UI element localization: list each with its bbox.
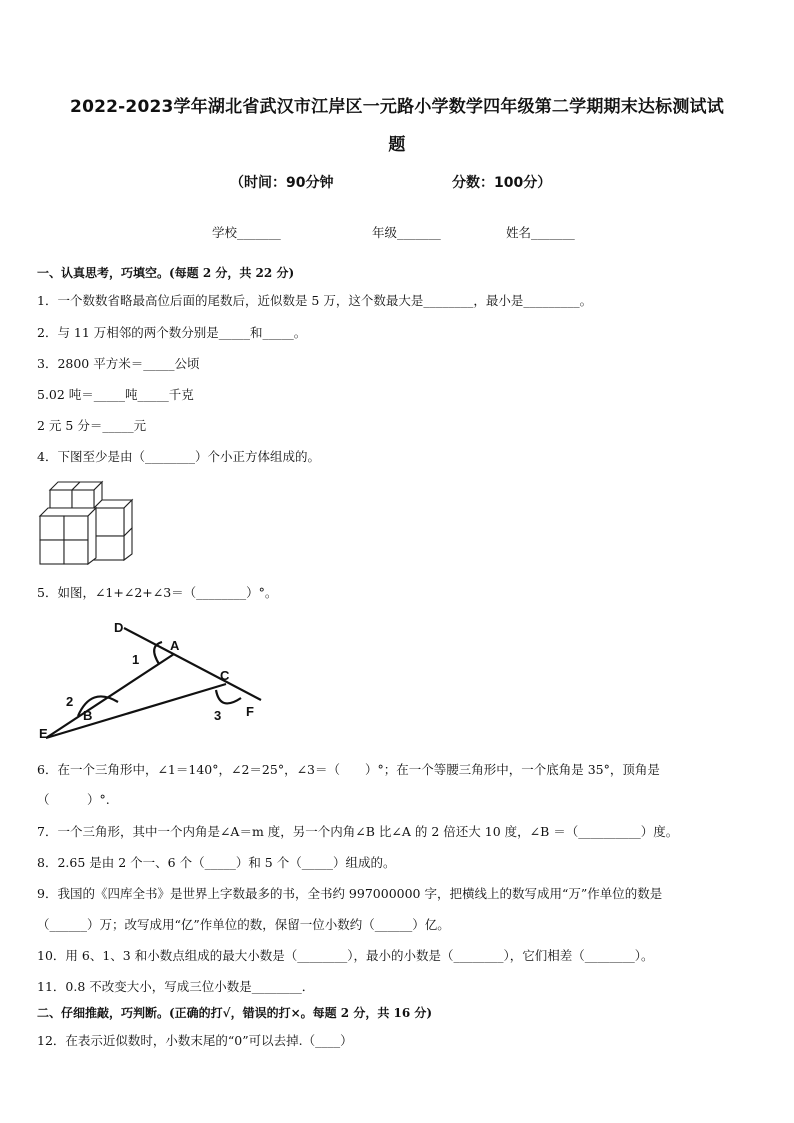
question-9-continued: （______）万；改写成用“亿”作单位的数，保留一位小数约（______）亿。 [37, 917, 450, 932]
cube-front-face [94, 508, 124, 536]
cube-side-face [88, 508, 96, 564]
label-angle-3: 3 [214, 708, 222, 723]
section-1-heading: 一、认真思考，巧填空。(每题 2 分，共 22 分) [37, 266, 295, 280]
question-1: 1．一个数数省略最高位后面的尾数后，近似数是 5 万，这个数最大是________，最小是_________。 [37, 293, 593, 308]
angle-figure [36, 614, 276, 746]
cube-front-face [40, 516, 64, 540]
page-title: 2022-2023学年湖北省武汉市江岸区一元路小学数学四年级第二学期期末达标测试试 [70, 97, 724, 117]
cube-top-face [40, 508, 96, 516]
question-3-part-b: 5.02 吨＝_____吨_____千克 [37, 387, 194, 402]
question-6: 6．在一个三角形中，∠1＝140°，∠2＝25°，∠3＝（ ）°；在一个等腰三角形中，一个底角是 35°，顶角是 [37, 762, 660, 777]
section-2-heading: 二、仔细推敲，巧判断。(正确的打√，错误的打×。每题 2 分，共 16 分) [37, 1006, 433, 1020]
total-score: 分数：100分） [452, 175, 552, 191]
label-b: B [83, 708, 93, 723]
question-2: 2．与 11 万相邻的两个数分别是_____和_____。 [37, 325, 307, 340]
time-limit: （时间：90分钟 [230, 175, 334, 191]
label-angle-1: 1 [132, 652, 140, 667]
question-3: 3．2800 平方米＝_____公顷 [37, 356, 200, 371]
question-7: 7．一个三角形，其中一个内角是∠A＝m 度，另一个内角∠B 比∠A 的 2 倍还大 10 度，∠B ＝（__________）度。 [37, 824, 679, 839]
question-5: 5．如图，∠1+∠2+∠3＝（________）°。 [37, 585, 278, 600]
name-field: 姓名_______ [506, 225, 575, 240]
label-d: D [114, 620, 124, 635]
line-e-c [46, 684, 226, 738]
question-12: 12．在表示近似数时，小数末尾的“0”可以去掉.（____） [37, 1033, 353, 1048]
cube-front-face [40, 540, 64, 564]
question-11: 11．0.8 不改变大小，写成三位小数是________． [37, 979, 315, 994]
grade-field: 年级_______ [372, 225, 441, 240]
question-8: 8．2.65 是由 2 个一、6 个（_____）和 5 个（_____）组成的。 [37, 855, 396, 870]
line-d-f [124, 628, 261, 700]
label-e: E [39, 726, 48, 741]
cube-front-face [64, 516, 88, 540]
angle-3-arc [216, 690, 241, 703]
cube-front-face [72, 490, 94, 508]
label-a: A [170, 638, 180, 653]
label-c: C [220, 668, 230, 683]
question-10: 10．用 6、1、3 和小数点组成的最大小数是（________），最小的小数是（________），它们相差（________）。 [37, 948, 654, 963]
question-4: 4．下图至少是由（________）个小正方体组成的。 [37, 449, 320, 464]
label-angle-2: 2 [66, 694, 74, 709]
cube-front-face [50, 490, 72, 508]
cube-front-face [94, 536, 124, 560]
page-title-continued: 题 [388, 135, 406, 155]
question-6-continued: （ ）°. [37, 792, 110, 807]
cube-front-face [64, 540, 88, 564]
school-field: 学校_______ [212, 225, 281, 240]
cubes-figure [38, 478, 138, 570]
question-3-part-c: 2 元 5 分＝_____元 [37, 418, 147, 433]
label-f: F [246, 704, 254, 719]
question-9: 9．我国的《四库全书》是世界上字数最多的书，全书约 997000000 字，把横线上的数写成用“万”作单位的数是 [37, 886, 663, 901]
